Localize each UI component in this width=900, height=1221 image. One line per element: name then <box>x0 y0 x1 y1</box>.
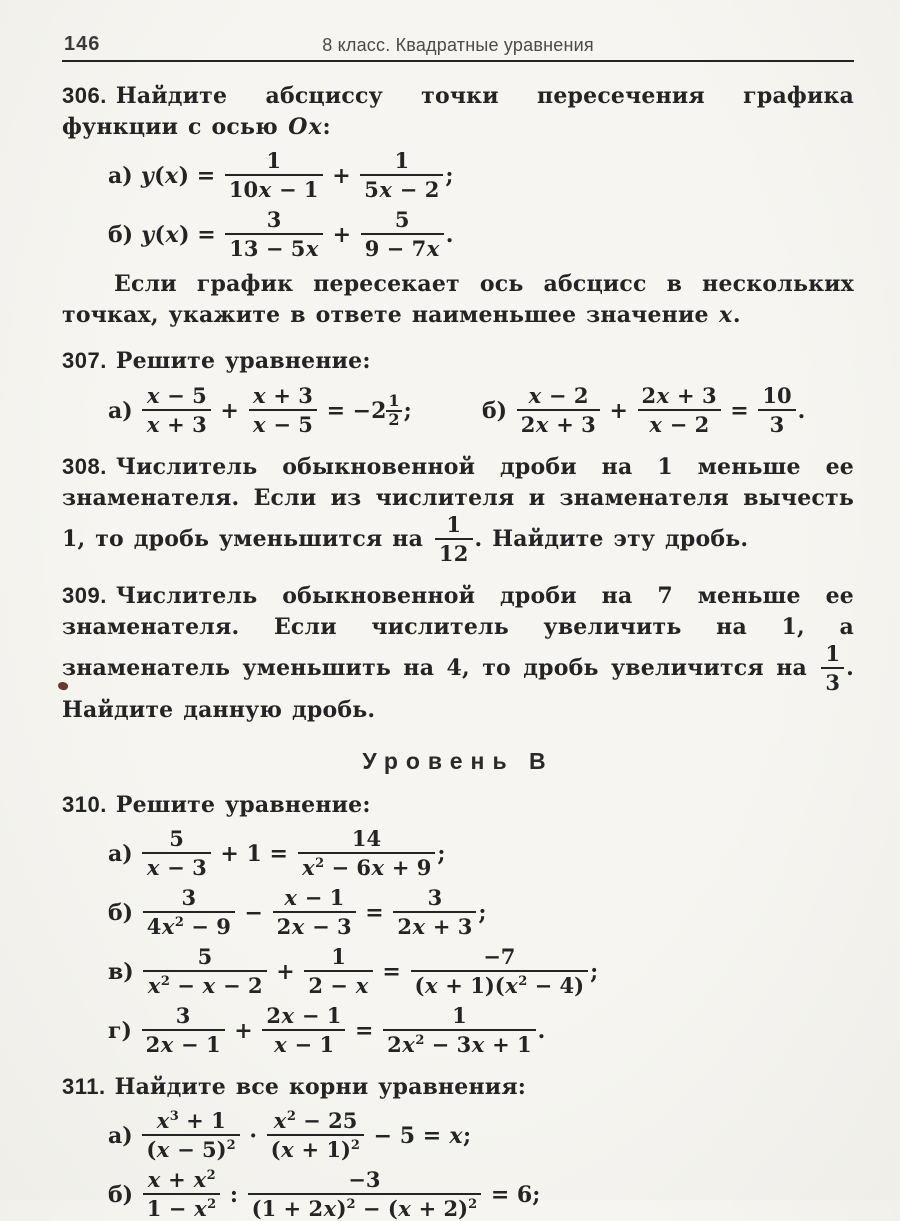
fraction-denominator: 3 <box>769 412 785 437</box>
fraction <box>142 827 210 879</box>
fraction-denominator: 10x − 1 <box>228 177 319 202</box>
math-text: + <box>332 222 352 248</box>
fraction <box>638 384 721 436</box>
fraction-numerator: −7 <box>411 945 589 972</box>
fraction-numerator: $x^2 - 25$ <box>267 1109 364 1136</box>
text: б) <box>108 1182 141 1208</box>
fraction-numerator: x − 1 <box>273 886 356 913</box>
problem-307-intro <box>62 345 854 377</box>
math-text: . <box>537 1018 546 1044</box>
fraction-denominator: $(1 + 2x)^2 - (x + 2)^2$ <box>251 1196 478 1221</box>
math-text: . <box>797 398 806 424</box>
fraction-denominator: $4x^2 - 9$ <box>146 914 231 939</box>
math-text: − <box>244 900 263 926</box>
text: б) <box>482 398 515 424</box>
fraction-denominator: 2 − x <box>308 973 369 998</box>
fraction-denominator: 3 <box>825 670 841 695</box>
formula-306b <box>108 209 854 261</box>
running-header <box>62 30 854 62</box>
fraction-numerator: 14 <box>298 827 436 854</box>
text: Решите уравнение: <box>115 792 371 818</box>
problem-number: 306. <box>62 83 107 108</box>
problem-number: 307. <box>62 348 107 373</box>
fraction <box>249 384 317 436</box>
fraction <box>143 945 266 997</box>
fraction <box>360 149 443 201</box>
formulas-307 <box>108 385 854 437</box>
fraction-denominator: 12 <box>438 541 469 566</box>
fraction-denominator: $x^2 - 6x + 9$ <box>302 855 432 880</box>
math-text: y(x) = <box>140 163 216 189</box>
fraction-denominator: x + 3 <box>146 412 207 437</box>
fraction-numerator: 5 <box>143 945 266 972</box>
math-text: + <box>609 398 628 424</box>
math-text: = −2 <box>326 398 387 424</box>
text: а) <box>108 398 141 424</box>
problem-number: 309. <box>62 583 107 608</box>
fraction-numerator: 3 <box>142 1004 225 1031</box>
fraction-denominator: 2x + 3 <box>397 914 473 939</box>
problem-308 <box>62 451 854 566</box>
fraction <box>142 1109 239 1161</box>
formula-310b <box>108 887 854 939</box>
math-text: ; <box>445 163 454 189</box>
fraction <box>225 208 323 260</box>
fraction <box>393 886 476 938</box>
fraction-denominator: 9 − 7x <box>364 236 440 261</box>
text: Решите уравнение: <box>115 348 371 374</box>
fraction <box>273 886 356 938</box>
text: б) <box>108 900 141 926</box>
text: в) <box>108 959 142 985</box>
fraction <box>143 1168 220 1220</box>
problem-311-intro <box>62 1071 854 1103</box>
fraction-denominator: $x^2 - x - 2$ <box>147 973 263 998</box>
formula-306a <box>108 150 854 202</box>
text: а) <box>108 163 141 189</box>
fraction-numerator: x − 2 <box>517 384 600 411</box>
fraction-numerator: 2x + 3 <box>638 384 721 411</box>
math-text: = <box>730 398 749 424</box>
fraction-denominator: 2x + 3 <box>520 412 596 437</box>
fraction-numerator: x + 3 <box>249 384 317 411</box>
formula <box>108 385 482 437</box>
fraction-numerator: 1 <box>435 513 473 540</box>
fraction <box>386 390 401 429</box>
math-text: ; <box>437 841 446 867</box>
text: Найдите абсциссу точки пересечения графика функции с осью <box>62 83 854 140</box>
fraction-numerator: 1 <box>821 642 844 669</box>
page-number: 146 <box>64 33 101 55</box>
fraction-numerator: 3 <box>225 208 323 235</box>
formula <box>482 385 805 437</box>
math-text: y(x) = <box>141 222 216 248</box>
text: . Найдите эту дробь. <box>474 526 749 552</box>
fraction <box>142 384 210 436</box>
fraction-denominator: 13 − 5x <box>229 236 319 261</box>
text: Числитель обыкновенной дроби на 1 меньше ее знаменателя. Если из числителя и знаменателя вычесть 1, то дробь уменьшится на <box>62 454 854 552</box>
problem-number: 308. <box>62 454 107 479</box>
math-text: + <box>234 1018 253 1044</box>
formula-310g <box>108 1005 854 1057</box>
fraction-denominator: x − 1 <box>274 1032 335 1057</box>
fraction <box>758 384 795 436</box>
fraction-denominator: x − 3 <box>146 855 207 880</box>
math-text: : <box>229 1182 238 1208</box>
fraction-denominator: $(x + 1)^2$ <box>270 1137 360 1162</box>
math-text: · <box>249 1123 257 1149</box>
fraction <box>435 513 473 565</box>
fraction <box>298 827 436 879</box>
math-text: + 1 = <box>220 841 288 867</box>
math-text: Ox <box>288 114 322 140</box>
fraction-numerator: 3 <box>143 886 235 913</box>
math-text: ; <box>403 398 412 424</box>
text: : <box>322 114 331 140</box>
fraction <box>142 1004 225 1056</box>
fraction-denominator: 2x − 3 <box>276 914 352 939</box>
formula-310a <box>108 828 854 880</box>
fraction-numerator: x − 5 <box>142 384 210 411</box>
math-text: . <box>445 222 454 248</box>
text: Если график пересекает ось абсцисс в нескольких точках, укажите в ответе наименьшее значение <box>62 271 854 328</box>
fraction-numerator: 1 <box>360 149 443 176</box>
fraction-numerator: 2x − 1 <box>262 1004 345 1031</box>
page-content <box>62 80 854 1221</box>
fraction <box>304 945 372 997</box>
fraction <box>361 208 444 260</box>
fraction-numerator: 5 <box>361 208 444 235</box>
problem-306-intro <box>62 80 854 143</box>
math-text: = <box>355 1018 374 1044</box>
fraction-numerator: $x^3 + 1$ <box>142 1109 239 1136</box>
fraction-denominator: 2x − 1 <box>145 1032 221 1057</box>
fraction <box>248 1168 481 1220</box>
problem-number: 311. <box>62 1074 106 1099</box>
text: б) <box>108 222 141 248</box>
section-level-b: Уровень В <box>362 748 554 774</box>
math-text: x <box>719 302 733 328</box>
problem-number: 310. <box>62 792 107 817</box>
fraction-denominator: $2x^2 - 3x + 1$ <box>387 1032 532 1057</box>
fraction-denominator: 5x − 2 <box>364 177 440 202</box>
fraction <box>225 149 323 201</box>
fraction-denominator: x − 2 <box>649 412 710 437</box>
fraction-numerator: 10 <box>758 384 795 411</box>
fraction-numerator: 5 <box>142 827 210 854</box>
text: а) <box>108 1123 141 1149</box>
math-text: ; <box>478 900 487 926</box>
text: а) <box>108 841 141 867</box>
math-text: − 5 = x; <box>373 1123 472 1149</box>
fraction <box>821 642 844 694</box>
fraction <box>411 945 589 997</box>
text: . <box>732 302 741 328</box>
fraction-denominator: $(x - 5)^2$ <box>146 1137 236 1162</box>
math-text: = <box>382 959 401 985</box>
fraction-numerator: 1 <box>225 149 323 176</box>
problem-306-note <box>62 269 854 331</box>
fraction <box>383 1004 535 1056</box>
math-text: + <box>276 959 295 985</box>
fraction-numerator: 3 <box>393 886 476 913</box>
math-text: + <box>220 398 239 424</box>
text: Числитель обыкновенной дроби на 7 меньше ее знаменателя. Если числитель увеличить на 1, а знаменатель уменьшить на 4, то дробь увеличится на <box>62 583 854 681</box>
problem-309 <box>62 580 854 726</box>
fraction <box>262 1004 345 1056</box>
text: г) <box>108 1018 140 1044</box>
fraction-denominator: $1 - x^2$ <box>146 1196 217 1221</box>
fraction-denominator: x − 5 <box>253 412 313 437</box>
math-text: + <box>332 163 351 189</box>
text: Найдите все корни уравнения: <box>114 1074 527 1100</box>
problem-310-intro <box>62 789 854 821</box>
fraction-denominator: $(x + 1)(x^2 - 4)$ <box>414 973 585 998</box>
fraction-numerator: 1 <box>383 1004 535 1031</box>
fraction <box>143 886 235 938</box>
fraction <box>517 384 600 436</box>
math-text: = <box>365 900 384 926</box>
fraction-numerator: $x + x^2$ <box>143 1168 220 1195</box>
fraction-numerator: 1 <box>388 390 400 410</box>
math-text: ; <box>590 959 599 985</box>
formula-311b <box>108 1169 854 1221</box>
fraction-numerator: 1 <box>304 945 372 972</box>
formula-310v <box>108 946 854 998</box>
text: . Найдите данную дробь. <box>62 655 854 723</box>
chapter-title: 8 класс. Квадратные уравнения <box>322 35 594 55</box>
fraction <box>267 1109 364 1161</box>
formula-311a <box>108 1110 854 1162</box>
math-text: = 6; <box>490 1182 541 1208</box>
fraction-denominator: 2 <box>388 409 400 429</box>
fraction-numerator: −3 <box>248 1168 481 1195</box>
